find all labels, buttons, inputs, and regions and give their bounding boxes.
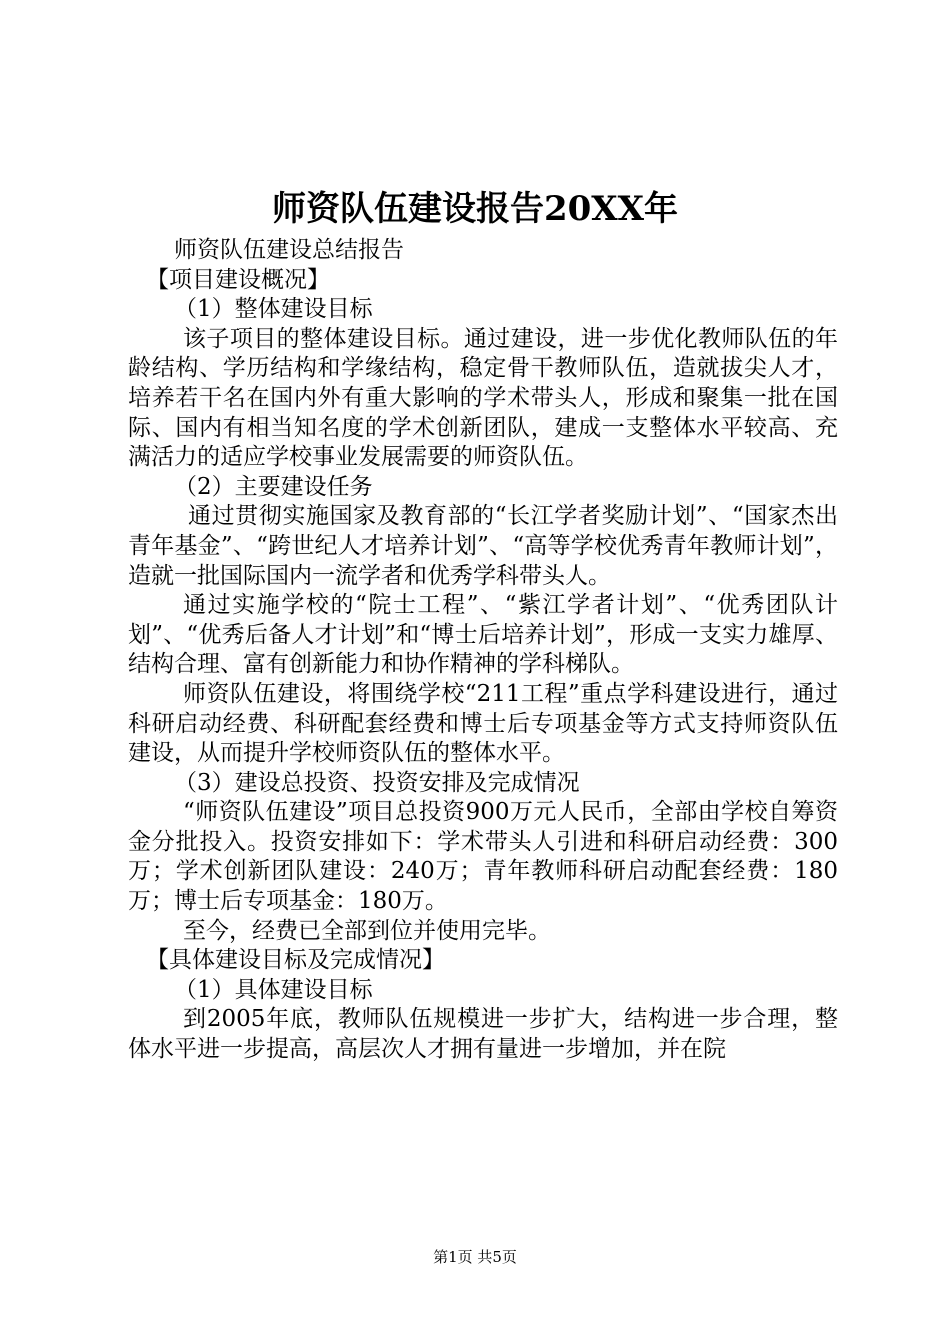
document-body xyxy=(128,236,838,1065)
subsection-heading: （1）整体建设目标 xyxy=(174,296,373,323)
paragraph: “师资队伍建设”项目总投资900万元人民币，全部由学校自筹资金分批投入。投资安排如下：学术带头人引进和科研启动经费：300万；学术创新团队建设：240万；青年教师科研启动配套经费：180万；博士后专项基金：180万。 xyxy=(128,799,838,915)
section-heading: 【项目建设概况】 xyxy=(146,266,330,293)
paragraph: 师资队伍建设总结报告 xyxy=(174,237,404,263)
subsection-heading: （1）具体建设目标 xyxy=(174,976,373,1003)
section-heading: 【具体建设目标及完成情况】 xyxy=(146,947,445,974)
subsection-heading: （3）建设总投资、投资安排及完成情况 xyxy=(174,769,580,796)
paragraph: 通过实施学校的“院士工程”、“紫江学者计划”、“优秀团队计划”、“优秀后备人才计划”和“博士后培养计划”，形成一支实力雄厚、结构合理、富有创新能力和协作精神的学科梯队。 xyxy=(128,592,838,678)
document-title: 师资队伍建设报告20XX年 xyxy=(271,189,679,229)
paragraph: 到2005年底，教师队伍规模进一步扩大，结构进一步合理，整体水平进一步提高，高层次人才拥有量进一步增加，并在院 xyxy=(128,1006,838,1063)
page-number-footer: 第1页 共5页 xyxy=(433,1248,517,1266)
paragraph: 师资队伍建设，将围绕学校“211工程”重点学科建设进行，通过科研启动经费、科研配套经费和博士后专项基金等方式支持师资队伍建设，从而提升学校师资队伍的整体水平。 xyxy=(128,680,838,767)
paragraph: 该子项目的整体建设目标。通过建设，进一步优化教师队伍的年龄结构、学历结构和学缘结构，稳定骨干教师队伍，造就拔尖人才，培养若干名在国内外有重大影响的学术带头人，形成和聚集一批在国际、国内有相当知名度的学术创新团队，建成一支整体水平较高、充满活力的适应学校事业发展需要的师资队伍。 xyxy=(128,325,838,471)
paragraph: 通过贯彻实施国家及教育部的“长江学者奖励计划”、“国家杰出青年基金”、“跨世纪人才培养计划”、“高等学校优秀青年教师计划”，造就一批国际国内一流学者和优秀学科带头人。 xyxy=(128,503,838,589)
paragraph: 至今，经费已全部到位并使用完毕。 xyxy=(183,917,551,944)
subsection-heading: （2）主要建设任务 xyxy=(174,473,373,500)
